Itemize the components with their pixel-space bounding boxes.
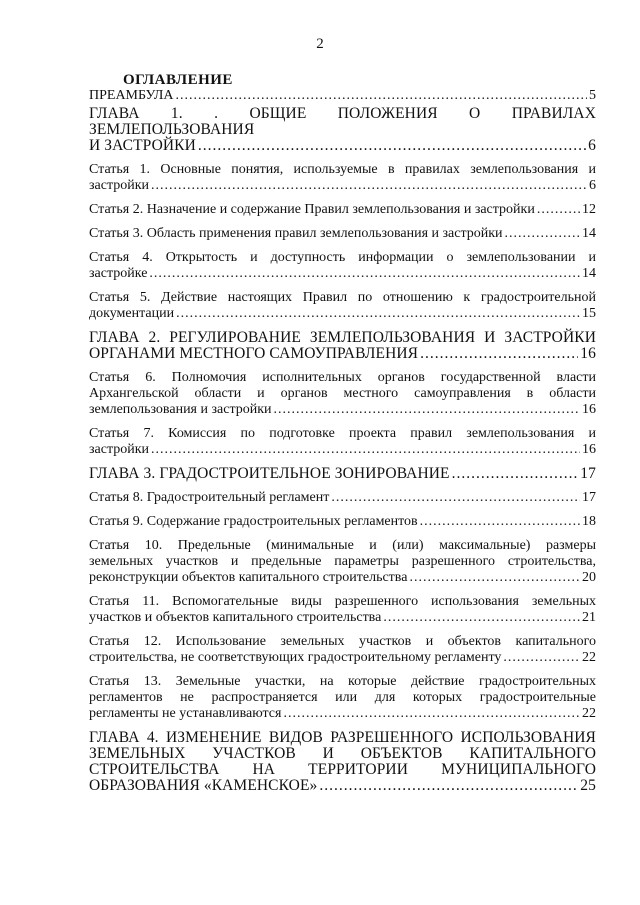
toc-page-number: 12 xyxy=(582,202,596,217)
toc-chapter-entry xyxy=(89,466,596,482)
toc-article-entry xyxy=(89,426,596,458)
toc-entries xyxy=(89,88,596,794)
page-number: 2 xyxy=(316,36,324,52)
toc-page-number: 21 xyxy=(582,610,596,625)
toc-entry-line: Статья 12. Использование земельных участков и объектов капитального xyxy=(89,634,596,649)
toc-page-number: 17 xyxy=(582,490,596,505)
toc-entry-line: ГЛАВА 4. ИЗМЕНЕНИЕ ВИДОВ РАЗРЕШЕННОГО ИСПОЛЬЗОВАНИЯ xyxy=(89,729,596,746)
toc-article-entry xyxy=(89,162,596,194)
toc-page-number: 5 xyxy=(589,88,596,103)
toc-dot-leader xyxy=(383,610,580,626)
toc-entry-text: ОБРАЗОВАНИЯ «КАМЕНСКОЕ» xyxy=(89,777,318,794)
toc-article-entry xyxy=(89,290,596,322)
toc-article-entry xyxy=(89,634,596,666)
toc-entry-last-line xyxy=(89,306,596,322)
toc-entry-line: Статья 6. Полномочия исполнительных органов государственной власти xyxy=(89,370,596,385)
toc-entry-text: строительства, не соответствующих градостроительному регламенту xyxy=(89,650,502,665)
toc-page-number: 17 xyxy=(580,465,596,482)
toc-entry-text: ОРГАНАМИ МЕСТНОГО САМОУПРАВЛЕНИЯ xyxy=(89,345,419,362)
table-of-contents xyxy=(89,72,596,802)
toc-entry-text: И ЗАСТРОЙКИ xyxy=(89,137,196,154)
toc-dot-leader xyxy=(452,466,579,482)
toc-entry-text: землепользования и застройки xyxy=(89,402,272,417)
toc-dot-leader xyxy=(176,306,580,322)
toc-entry-line: Статья 13. Земельные участки, на которые действие градостроительных xyxy=(89,674,596,689)
toc-chapter-entry xyxy=(89,106,596,154)
toc-dot-leader xyxy=(505,226,580,242)
toc-page-number: 14 xyxy=(582,226,596,241)
toc-entry-text: Статья 9. Содержание градостроительных регламентов xyxy=(89,514,418,529)
toc-article-entry xyxy=(89,538,596,586)
toc-entry-line: Статья 10. Предельные (минимальные и (или) максимальные) размеры xyxy=(89,538,596,553)
toc-entry-last-line xyxy=(89,706,596,722)
toc-page-number: 16 xyxy=(582,442,596,457)
toc-entry-line: ГЛАВА 1. . ОБЩИЕ ПОЛОЖЕНИЯ О ПРАВИЛАХ ЗЕМЛЕПОЛЬЗОВАНИЯ xyxy=(89,105,596,138)
toc-entry-text: застройки xyxy=(89,178,150,193)
toc-dot-leader xyxy=(420,346,578,362)
toc-entry-line: Архангельской области и органов местного самоуправления в области xyxy=(89,386,596,401)
toc-article-entry xyxy=(89,370,596,418)
toc-dot-leader xyxy=(409,570,580,586)
toc-chapter-entry xyxy=(89,730,596,794)
toc-entry-text: регламенты не устанавливаются xyxy=(89,706,282,721)
toc-page-number: 6 xyxy=(589,178,596,193)
toc-dot-leader xyxy=(331,490,580,506)
toc-article-entry xyxy=(89,674,596,722)
toc-page-number: 14 xyxy=(582,266,596,281)
toc-page-number: 16 xyxy=(582,402,596,417)
toc-dot-leader xyxy=(503,650,580,666)
toc-page-number: 22 xyxy=(582,650,596,665)
toc-entry-text: Статья 2. Назначение и содержание Правил землепользования и застройки xyxy=(89,202,535,217)
toc-entry-last-line xyxy=(89,178,596,194)
toc-article-entry xyxy=(89,226,596,242)
toc-article-entry xyxy=(89,250,596,282)
toc-entry-text: ГЛАВА 3. ГРАДОСТРОИТЕЛЬНОЕ ЗОНИРОВАНИЕ xyxy=(89,465,450,482)
toc-article-entry xyxy=(89,594,596,626)
toc-dot-leader xyxy=(274,402,580,418)
toc-page-number: 25 xyxy=(580,777,596,794)
toc-entry-last-line xyxy=(89,88,596,104)
toc-entry-line: СТРОИТЕЛЬСТВА НА ТЕРРИТОРИИ МУНИЦИПАЛЬНОГО xyxy=(89,761,596,778)
toc-entry-last-line xyxy=(89,490,596,506)
toc-article-entry xyxy=(89,490,596,506)
toc-entry-line: ЗЕМЕЛЬНЫХ УЧАСТКОВ И ОБЪЕКТОВ КАПИТАЛЬНОГО xyxy=(89,745,596,762)
toc-dot-leader xyxy=(537,202,580,218)
toc-article-entry xyxy=(89,514,596,530)
toc-entry-last-line xyxy=(89,138,596,154)
toc-entry-line: регламентов не распространяется или для которых градостроительные xyxy=(89,690,596,705)
toc-page-number: 15 xyxy=(582,306,596,321)
toc-entry-last-line xyxy=(89,570,596,586)
toc-entry-line: Статья 4. Открытость и доступность информации о землепользовании и xyxy=(89,250,596,265)
toc-entry-last-line xyxy=(89,514,596,530)
toc-page-number: 22 xyxy=(582,706,596,721)
toc-entry-line: ГЛАВА 2. РЕГУЛИРОВАНИЕ ЗЕМЛЕПОЛЬЗОВАНИЯ И ЗАСТРОЙКИ xyxy=(89,329,596,346)
toc-entry-text: ПРЕАМБУЛА xyxy=(89,88,174,103)
toc-entry-text: застройки xyxy=(89,442,150,457)
toc-entry-last-line xyxy=(89,266,596,282)
toc-page-number: 6 xyxy=(588,137,596,154)
toc-entry-last-line xyxy=(89,778,596,794)
toc-article-entry xyxy=(89,88,596,104)
toc-entry-line: земельных участков и предельные параметры разрешенного строительства, xyxy=(89,554,596,569)
toc-entry-text: Статья 8. Градостроительный регламент xyxy=(89,490,330,505)
toc-entry-text: реконструкции объектов капитального строительства xyxy=(89,570,408,585)
toc-dot-leader xyxy=(319,778,578,794)
toc-dot-leader xyxy=(420,514,580,530)
toc-entry-text: участков и объектов капитального строительства xyxy=(89,610,382,625)
toc-page-number: 18 xyxy=(582,514,596,529)
toc-dot-leader xyxy=(151,442,580,458)
toc-dot-leader xyxy=(176,88,588,104)
toc-entry-last-line xyxy=(89,226,596,242)
toc-entry-last-line xyxy=(89,466,596,482)
toc-entry-text: документации xyxy=(89,306,175,321)
toc-entry-last-line xyxy=(89,346,596,362)
toc-dot-leader xyxy=(198,138,586,154)
toc-entry-last-line xyxy=(89,402,596,418)
toc-entry-line: Статья 1. Основные понятия, используемые в правилах землепользования и xyxy=(89,162,596,177)
toc-entry-line: Статья 7. Комиссия по подготовке проекта правил землепользования и xyxy=(89,426,596,441)
toc-entry-last-line xyxy=(89,650,596,666)
toc-page-number: 16 xyxy=(580,345,596,362)
toc-chapter-entry xyxy=(89,330,596,362)
toc-entry-last-line xyxy=(89,442,596,458)
toc-entry-line: Статья 5. Действие настоящих Правил по отношению к градостроительной xyxy=(89,290,596,305)
toc-entry-last-line xyxy=(89,202,596,218)
toc-dot-leader xyxy=(149,266,580,282)
toc-dot-leader xyxy=(283,706,580,722)
toc-entry-text: застройке xyxy=(89,266,148,281)
toc-entry-last-line xyxy=(89,610,596,626)
toc-article-entry xyxy=(89,202,596,218)
toc-title: ОГЛАВЛЕНИЕ xyxy=(123,72,233,88)
toc-dot-leader xyxy=(151,178,587,194)
toc-page-number: 20 xyxy=(582,570,596,585)
toc-entry-text: Статья 3. Область применения правил землепользования и застройки xyxy=(89,226,503,241)
toc-entry-line: Статья 11. Вспомогательные виды разрешенного использования земельных xyxy=(89,594,596,609)
